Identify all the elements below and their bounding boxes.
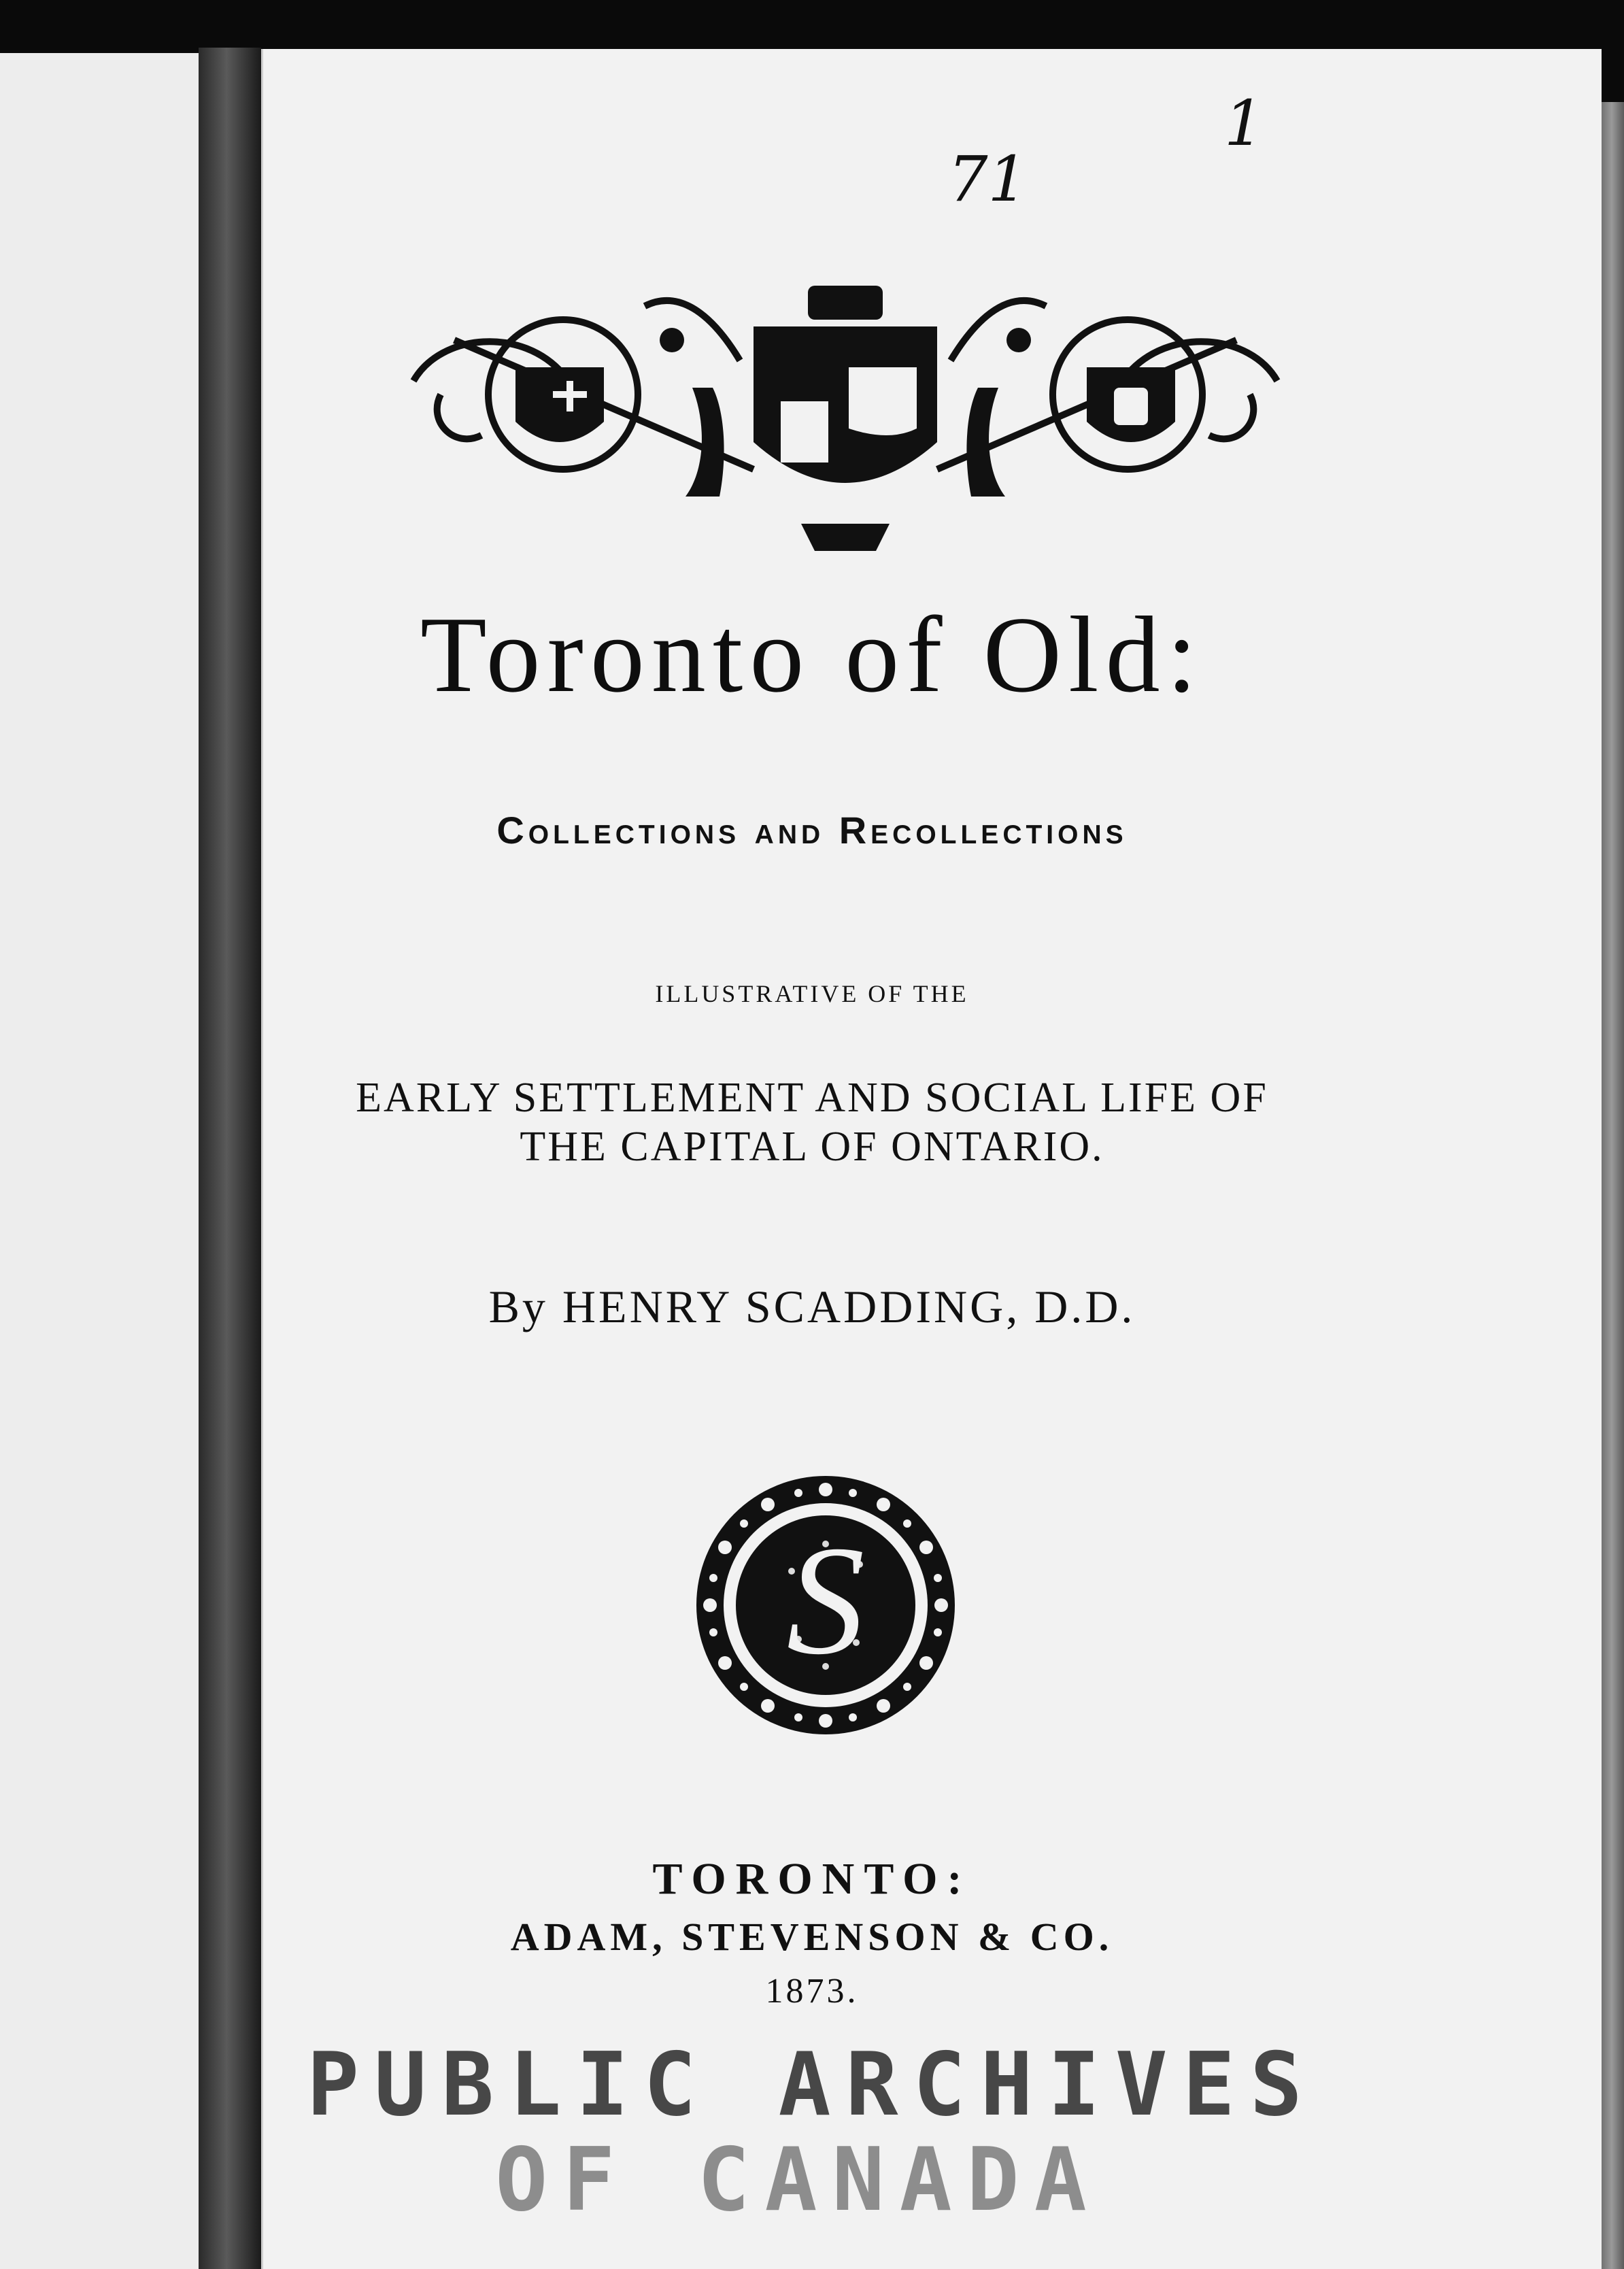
description-line-2: THE CAPITAL OF ONTARIO.: [520, 1124, 1104, 1170]
description-line-1: EARLY SETTLEMENT AND SOCIAL LIFE OF: [356, 1075, 1268, 1121]
illustrative-line: ILLUSTRATIVE OF THE: [655, 980, 969, 1007]
handwritten-page-number: 71: [948, 143, 1028, 216]
device-monogram: S: [786, 1513, 865, 1687]
imprint-city: TORONTO:: [652, 1854, 972, 1904]
imprint-publisher: ADAM, STEVENSON & CO.: [510, 1915, 1114, 1959]
archive-stamp: [0, 2034, 1624, 2231]
imprint-year: 1873.: [765, 1972, 859, 2011]
stamp-line-2: OF CANADA: [495, 2130, 1102, 2231]
stamp-line-1: PUBLIC ARCHIVES: [307, 2034, 1317, 2136]
imprint: [0, 1849, 1624, 2019]
ornamental-headpiece: [400, 265, 1291, 565]
book-subtitle: Collections and Recollections: [496, 809, 1128, 852]
publisher-device-emblem: [690, 1469, 962, 1741]
book-description: [0, 1073, 1624, 1171]
book-title: Toronto of Old:: [420, 594, 1204, 715]
handwritten-corner-mark: 1: [1224, 87, 1264, 160]
left-shield: [515, 367, 604, 442]
book-author: By HENRY SCADDING, D.D.: [488, 1281, 1136, 1332]
